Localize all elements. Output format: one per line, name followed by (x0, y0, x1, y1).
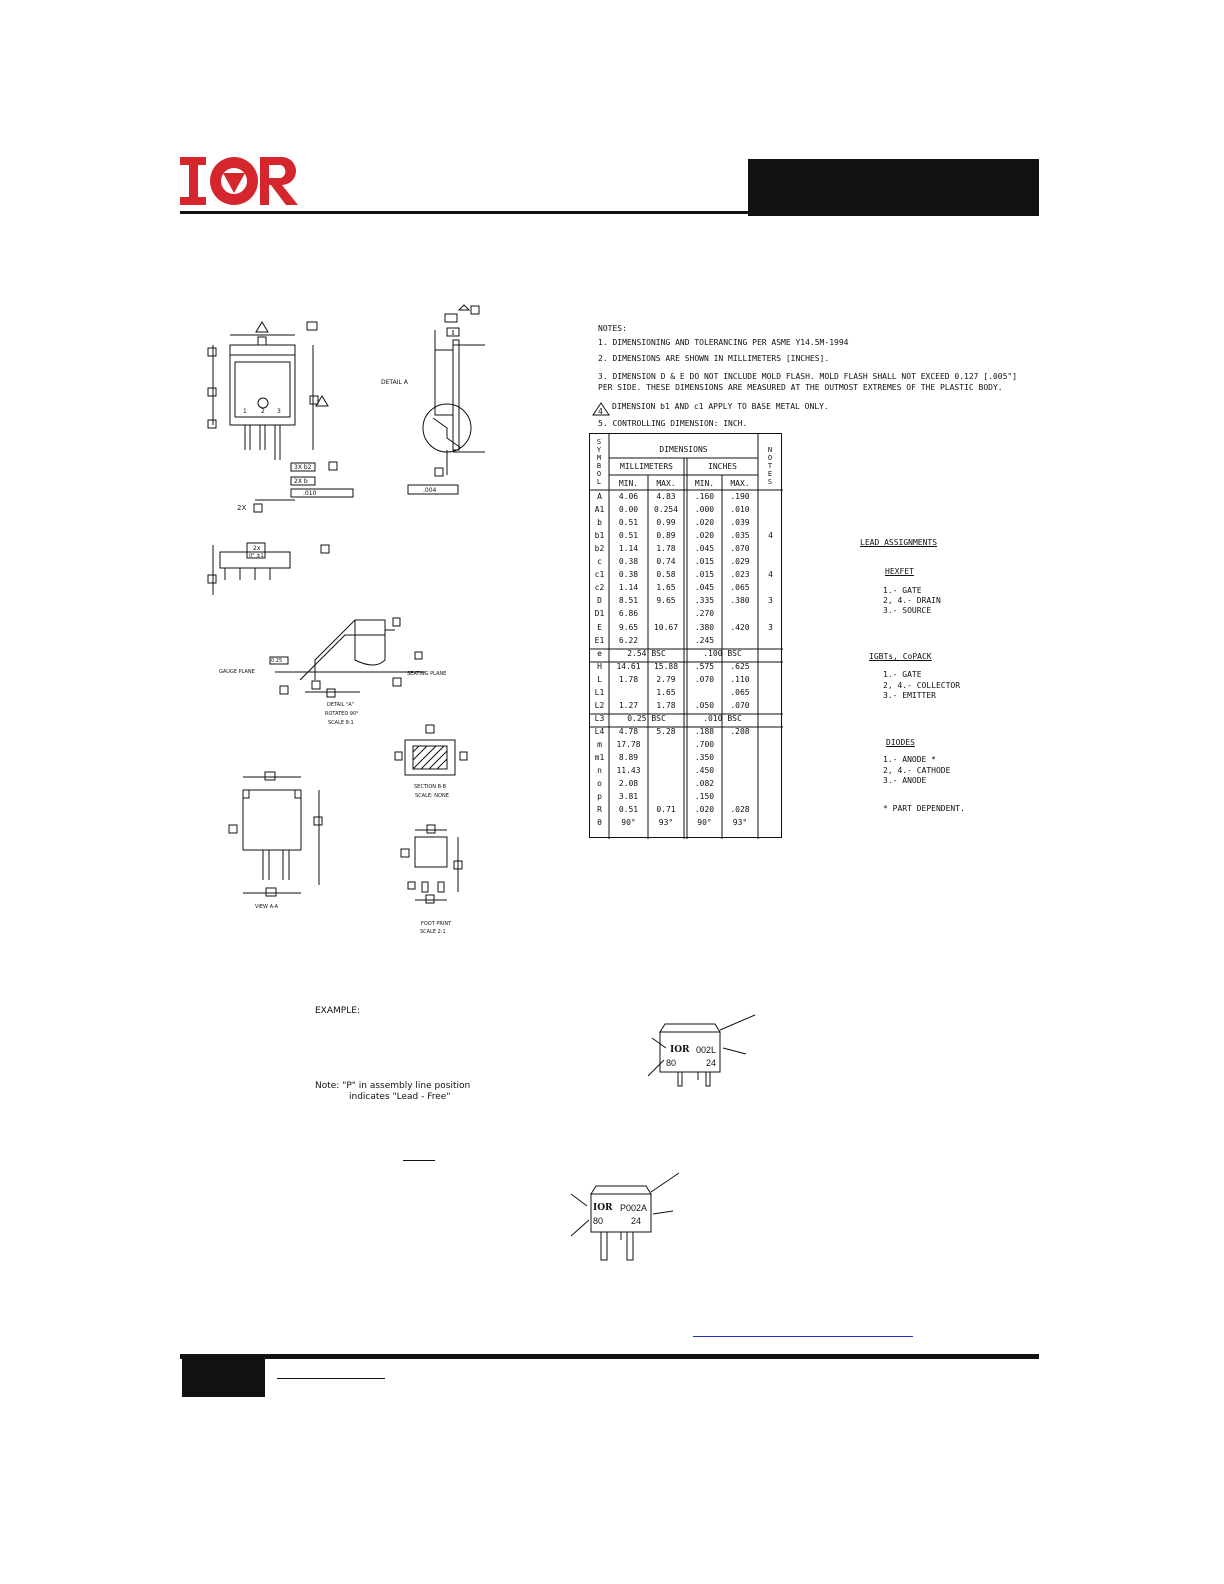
dimensions-header: DIMENSIONS (659, 445, 708, 454)
table-cell: .065 (730, 687, 750, 697)
diodes-lead-3: 3.- ANODE (883, 776, 927, 785)
table-cell: 2.79 (656, 674, 676, 684)
table-cell: .450 (694, 766, 715, 776)
section-caption-2: SCALE: NONE (415, 793, 449, 799)
marking-2-right: 24 (631, 1216, 642, 1226)
table-cell: n (597, 766, 602, 776)
table-cell: .100 BSC (703, 648, 742, 658)
marking-diagram-1 (640, 1010, 760, 1100)
table-cell: .065 (730, 583, 750, 593)
note-2: 2. DIMENSIONS ARE SHOWN IN MILLIMETERS [INCHES]. (598, 354, 830, 363)
seated-side-view (208, 543, 329, 595)
table-cell: H (597, 661, 602, 671)
table-cell: 0.99 (656, 518, 676, 528)
table-cell: 6.22 (618, 635, 639, 645)
igbt-lead-2: 2, 4.- COLLECTOR (883, 681, 961, 690)
table-cell: .020 (694, 805, 715, 815)
marking-1-code: 002L (696, 1045, 717, 1055)
table-cell: 9.65 (656, 596, 676, 606)
ir-logo (180, 155, 302, 207)
table-cell: .190 (730, 492, 750, 501)
website-link-underline[interactable] (693, 1336, 913, 1337)
table-cell: .335 (694, 596, 715, 606)
footprint-caption-2: SCALE 2:1 (420, 929, 446, 935)
table-cell: L3 (594, 713, 605, 723)
table-cell: 0.254 (653, 505, 679, 515)
table-cell: c1 (594, 570, 605, 580)
svg-text:1: 1 (243, 408, 247, 415)
mm-header: MILLIMETERS (620, 462, 673, 471)
table-cell: 1.65 (656, 583, 676, 593)
diodes-title: DIODES (886, 738, 915, 747)
table-cell: D1 (594, 609, 605, 619)
table-cell: L4 (594, 726, 605, 736)
table-cell: L2 (594, 700, 605, 710)
tol-position-label: .010 (303, 490, 317, 497)
lead-free-note-line-1: Note: "P" in assembly line position (315, 1081, 471, 1091)
table-cell: 0.89 (656, 531, 676, 541)
notes-header: N O T E S (767, 446, 773, 486)
hexfet-lead-1: 1.- GATE (883, 586, 922, 595)
detail-a-caption-2: ROTATED 90° (325, 711, 359, 717)
table-cell: 0.58 (656, 570, 676, 580)
section-b-b (395, 725, 467, 775)
foot-print (401, 825, 462, 903)
table-cell: 90° (621, 818, 636, 828)
notes-title: NOTES: (598, 324, 627, 333)
marking-2-code: P002A (620, 1203, 648, 1213)
tol-parallel-label: .004 (423, 487, 437, 494)
table-cell: c (597, 557, 602, 567)
note-3b: PER SIDE. THESE DIMENSIONS ARE MEASURED AT THE OUTMOST EXTREMES OF THE PLASTIC BODY. (598, 383, 1003, 392)
svg-text:2: 2 (261, 408, 265, 415)
header-black-box (748, 159, 1039, 216)
table-cell: m (597, 739, 602, 749)
symbol-header: S Y M B O L (596, 438, 602, 486)
side-view (408, 305, 485, 494)
table-cell: .010 (730, 505, 750, 515)
example-label: EXAMPLE: (315, 1006, 360, 1016)
three-x-b2-label: 3X b2 (294, 464, 312, 471)
view-a-a (229, 772, 322, 896)
gauge-val-label: 0.25 (271, 658, 283, 664)
table-cell: 11.43 (616, 766, 641, 776)
table-cell: 1.65 (656, 687, 676, 697)
table-cell: 9.65 (618, 622, 639, 632)
table-cell: .380 (730, 596, 750, 606)
table-cell: 3.81 (618, 792, 639, 802)
table-cell: θ (597, 818, 602, 828)
igbt-lead-3: 3.- EMITTER (883, 691, 936, 700)
table-cell: 6.86 (618, 609, 639, 619)
table-cell: D (597, 596, 602, 606)
table-cell: L1 (594, 687, 605, 697)
table-cell: .070 (730, 544, 750, 554)
two-x-b-label: 2X b (294, 478, 308, 485)
two-x-theta-label: 2x (253, 545, 261, 552)
table-cell: b1 (594, 531, 605, 541)
footer-page-box (182, 1359, 265, 1397)
table-cell: .070 (730, 700, 750, 710)
table-cell: 0.25 BSC (627, 713, 666, 723)
table-cell: .245 (694, 635, 715, 645)
note-4-triangle (592, 402, 610, 418)
detail-a-view (270, 618, 425, 697)
view-caption: VIEW A-A (255, 904, 279, 910)
gauge-plane-label: GAUGE PLANE (219, 669, 255, 675)
table-cell: .028 (730, 805, 750, 815)
table-cell: 1.78 (618, 674, 639, 684)
table-cell: 1.14 (618, 544, 639, 554)
table-cell: E1 (594, 635, 605, 645)
table-cell: .420 (730, 622, 750, 632)
table-cell: .625 (730, 661, 750, 671)
dimensions-table (589, 433, 782, 838)
table-cell: .082 (694, 779, 715, 789)
in-max-header: MAX. (730, 479, 750, 488)
svg-text:3: 3 (277, 408, 281, 415)
table-cell: L (597, 674, 602, 684)
table-cell: 4.83 (656, 492, 676, 501)
table-cell: .000 (694, 505, 715, 515)
table-cell: .208 (730, 726, 750, 736)
table-cell: 4.06 (618, 492, 639, 501)
table-cell: 0.51 (618, 531, 639, 541)
in-min-header: MIN. (694, 479, 715, 488)
note-4: DIMENSION b1 AND c1 APPLY TO BASE METAL ONLY. (612, 402, 829, 411)
example-underline (403, 1160, 435, 1161)
table-cell: o (597, 779, 602, 789)
table-cell: .020 (694, 531, 715, 541)
igbt-title: IGBTs, CoPACK (869, 652, 932, 661)
top-view (208, 322, 353, 512)
table-cell: 1.27 (618, 700, 639, 710)
table-cell: .575 (694, 661, 715, 671)
table-cell: 3 (768, 622, 773, 632)
marking-1-logo: IOR (670, 1045, 690, 1055)
table-cell: 0.71 (656, 805, 676, 815)
table-cell: .015 (694, 570, 715, 580)
table-cell: b2 (594, 544, 605, 554)
in-header: INCHES (708, 462, 737, 471)
table-cell: .270 (694, 609, 715, 619)
section-caption-1: SECTION B-B (414, 784, 447, 790)
table-cell: 0.00 (618, 505, 639, 515)
part-dependent-footnote: * PART DEPENDENT. (883, 804, 965, 813)
table-cell: 0.51 (618, 518, 639, 528)
table-cell: R (597, 805, 602, 815)
table-cell: 4.78 (618, 726, 639, 736)
table-cell: 17.78 (616, 739, 641, 749)
two-x-label: 2X (237, 504, 247, 512)
lead-free-note (315, 1081, 470, 1103)
table-cell: 1.14 (618, 583, 639, 593)
diodes-lead-2: 2, 4.- CATHODE (883, 766, 951, 775)
note-4-number: 4 (598, 407, 603, 416)
table-cell: .110 (730, 674, 750, 684)
hexfet-lead-3: 3.- SOURCE (883, 606, 932, 615)
table-cell: 93° (658, 818, 674, 828)
table-cell: 14.61 (616, 661, 641, 671)
table-cell: m1 (594, 753, 605, 762)
detail-a-caption-3: SCALE 8:1 (328, 720, 354, 726)
header-rule (180, 211, 748, 214)
table-cell: 1.78 (656, 544, 676, 554)
table-cell: .700 (694, 739, 715, 749)
detail-a-caption-1: DETAIL "A" (327, 702, 354, 708)
marking-2-left: 80 (593, 1216, 604, 1226)
table-cell: .160 (694, 492, 715, 501)
footer-rule (180, 1354, 1039, 1359)
table-cell: e (597, 648, 602, 658)
table-cell: E (597, 622, 602, 632)
theta-range-label: 0° ±1 (249, 553, 264, 559)
table-cell: .350 (694, 753, 715, 762)
note-3a: 3. DIMENSION D & E DO NOT INCLUDE MOLD FLASH. MOLD FLASH SHALL NOT EXCEED 0.127 [.005"] (598, 372, 1018, 381)
table-cell: .045 (694, 583, 715, 593)
table-cell: 15.88 (653, 661, 679, 671)
table-cell: .050 (694, 700, 715, 710)
marking-2-logo: IOR (593, 1203, 613, 1213)
table-cell: .150 (694, 792, 715, 802)
table-cell: 2.54 BSC (627, 648, 666, 658)
table-cell: 10.67 (653, 622, 679, 632)
table-cell: .010 BSC (703, 713, 742, 723)
marking-1-right: 24 (706, 1058, 717, 1068)
table-cell: 0.74 (656, 557, 676, 567)
table-cell: 2.08 (618, 779, 639, 789)
diodes-lead-1: 1.- ANODE * (883, 755, 936, 764)
table-cell: .045 (694, 544, 715, 554)
detail-a-label: DETAIL A (381, 379, 408, 386)
table-cell: p (597, 792, 602, 802)
table-cell: 5.28 (656, 726, 676, 736)
table-cell: 8.51 (618, 596, 639, 606)
marking-diagram-2 (565, 1170, 690, 1265)
table-cell: .070 (694, 674, 715, 684)
table-cell: 0.51 (618, 805, 639, 815)
table-cell: 0.38 (618, 557, 639, 567)
hexfet-lead-2: 2, 4.- DRAIN (883, 596, 941, 605)
table-cell: 90° (697, 818, 712, 828)
igbt-lead-1: 1.- GATE (883, 670, 922, 679)
table-cell: .020 (694, 518, 715, 528)
table-cell: b (597, 518, 602, 528)
package-outline-drawing (195, 300, 495, 940)
table-cell: .380 (694, 622, 715, 632)
footprint-caption-1: FOOT PRINT (421, 921, 452, 927)
table-cell: .029 (730, 557, 750, 567)
table-cell: A (597, 492, 602, 501)
table-cell: 1.78 (656, 700, 676, 710)
table-cell: .188 (694, 726, 715, 736)
table-cell: 0.38 (618, 570, 639, 580)
table-cell: 4 (768, 531, 773, 541)
note-1: 1. DIMENSIONING AND TOLERANCING PER ASME Y14.5M-1994 (598, 338, 849, 347)
table-cell: .035 (730, 531, 750, 541)
table-cell: .023 (730, 570, 750, 580)
table-cell: A1 (594, 505, 605, 515)
marking-1-left: 80 (666, 1058, 677, 1068)
table-cell: 4 (768, 570, 773, 580)
note-5: 5. CONTROLLING DIMENSION: INCH. (598, 419, 748, 428)
table-cell: 3 (768, 596, 773, 606)
lead-assignments-title: LEAD ASSIGNMENTS (860, 538, 938, 547)
footer-underline (277, 1378, 385, 1379)
hexfet-title: HEXFET (885, 567, 914, 576)
mm-min-header: MIN. (618, 479, 639, 488)
table-cell: c2 (594, 583, 605, 593)
table-cell: 93° (732, 818, 748, 828)
lead-free-note-line-2: indicates "Lead - Free" (349, 1092, 451, 1102)
table-cell: 8.89 (618, 753, 639, 762)
table-cell: .039 (730, 518, 750, 528)
seating-plane-label: SEATING PLANE (407, 671, 447, 677)
table-cell: .015 (694, 557, 715, 567)
mm-max-header: MAX. (656, 479, 676, 488)
